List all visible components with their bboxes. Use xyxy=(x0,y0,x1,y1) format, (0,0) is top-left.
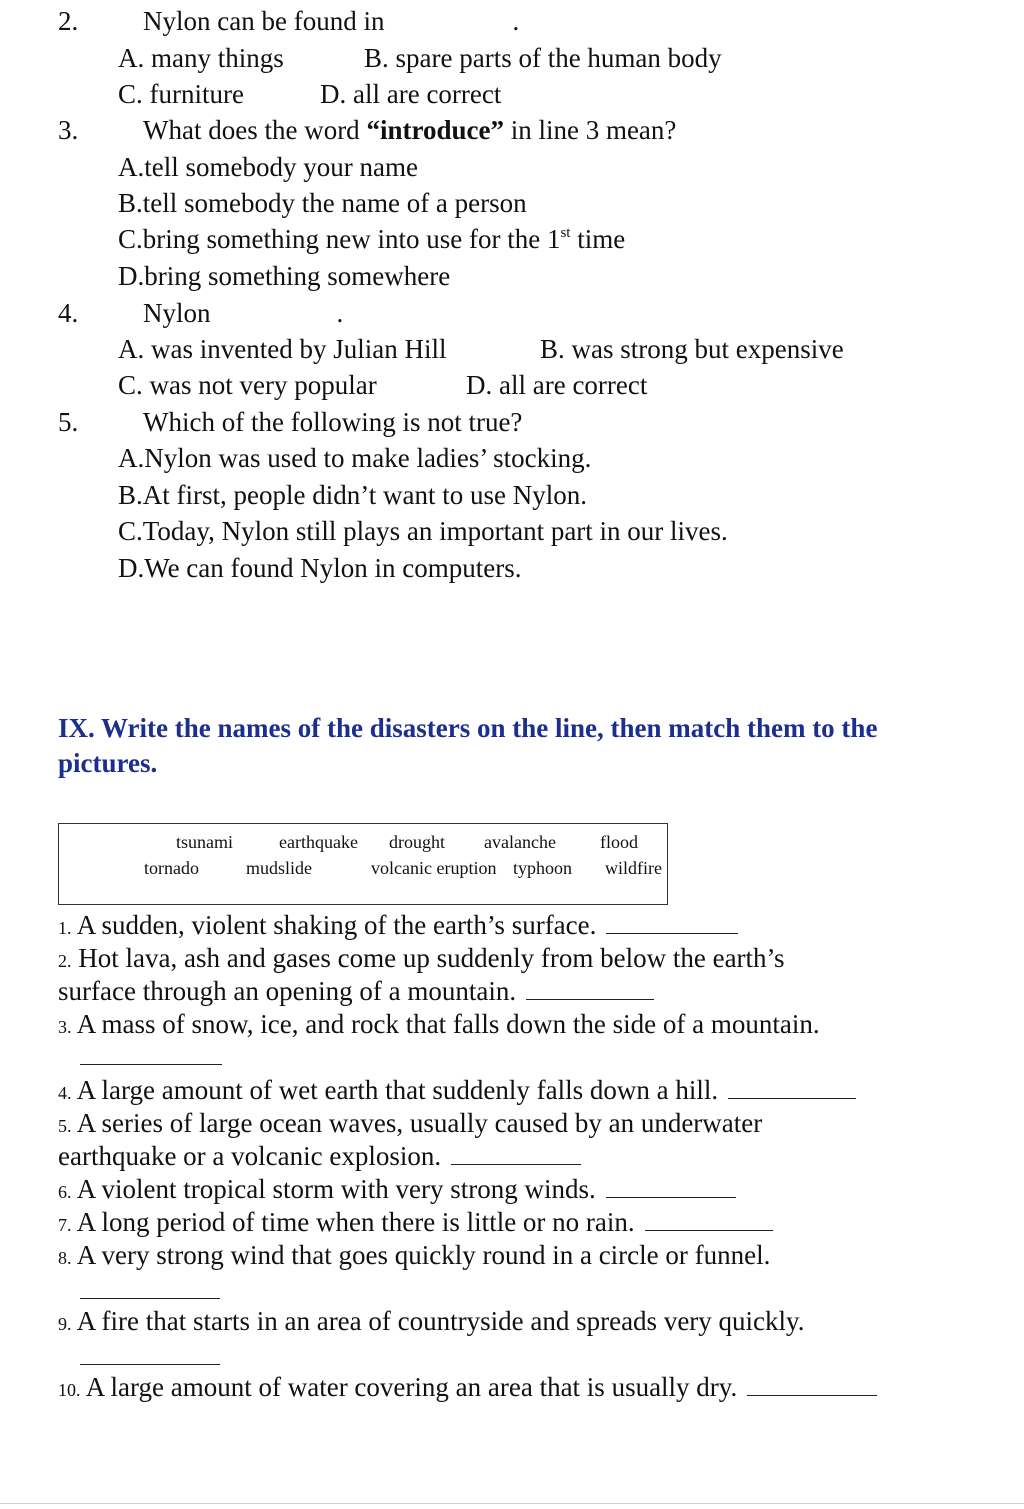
question-number: 2. xyxy=(58,6,79,36)
word-box-item: mudslide xyxy=(246,858,312,878)
option[interactable]: D. all are correct xyxy=(466,370,648,400)
answer-blank[interactable] xyxy=(80,1040,222,1065)
question-stem: Nylon . xyxy=(143,298,344,328)
section-heading-line: IX. Write the names of the disasters on the line, then match them to the xyxy=(58,713,878,743)
word-box-item: flood xyxy=(600,832,638,852)
word-box-item: tsunami xyxy=(176,832,233,852)
option[interactable]: B.tell somebody the name of a person xyxy=(118,188,527,218)
exercise-item: 10. A large amount of water covering an area that is usually dry. xyxy=(58,1371,877,1407)
exercise-item: 7. A long period of time when there is little or no rain. xyxy=(58,1206,773,1242)
question-number: 5. xyxy=(58,407,79,437)
exercise-item: 8. A very strong wind that goes quickly round in a circle or funnel. xyxy=(58,1240,771,1270)
answer-blank[interactable] xyxy=(606,909,738,934)
exercise-item: 3. A mass of snow, ice, and rock that falls down the side of a mountain. xyxy=(58,1009,820,1039)
option[interactable]: C. furniture xyxy=(118,79,244,109)
answer-blank[interactable] xyxy=(526,975,654,1000)
option[interactable]: D.bring something somewhere xyxy=(118,261,451,291)
option[interactable]: A. was invented by Julian Hill xyxy=(118,334,447,364)
option[interactable]: B. was strong but expensive xyxy=(540,334,844,364)
answer-blank[interactable] xyxy=(606,1173,736,1198)
word-box-item: earthquake xyxy=(279,832,358,852)
word-box-item: tornado xyxy=(144,858,199,878)
exercise-item-continuation: earthquake or a volcanic explosion. xyxy=(58,1140,581,1173)
question-number: 3. xyxy=(58,115,79,145)
answer-blank[interactable] xyxy=(747,1371,877,1396)
section-heading-line: pictures. xyxy=(58,748,158,778)
exercise-item: 5. A series of large ocean waves, usually caused by an underwater xyxy=(58,1108,763,1138)
exercise-item: 9. A fire that starts in an area of countryside and spreads very quickly. xyxy=(58,1306,805,1336)
option[interactable]: A.Nylon was used to make ladies’ stocking. xyxy=(118,443,592,473)
answer-blank[interactable] xyxy=(451,1140,581,1165)
option[interactable]: A. many things xyxy=(118,43,284,73)
exercise-item: 2. Hot lava, ash and gases come up suddenly from below the earth’s xyxy=(58,943,785,973)
question-stem: Which of the following is not true? xyxy=(143,407,523,437)
word-box-item: avalanche xyxy=(484,832,556,852)
word-box-item: wildfire xyxy=(605,858,662,878)
word-box xyxy=(58,823,668,905)
section-heading xyxy=(58,711,988,781)
word-box-item: typhoon xyxy=(513,858,573,878)
answer-blank[interactable] xyxy=(728,1074,856,1099)
option[interactable]: A.tell somebody your name xyxy=(118,152,418,182)
answer-blank[interactable] xyxy=(80,1274,220,1299)
exercise-item: 6. A violent tropical storm with very strong winds. xyxy=(58,1173,736,1209)
word-box-item: drought xyxy=(389,832,445,852)
question-stem: Nylon can be found in . xyxy=(143,6,520,36)
exercise-item: 4. A large amount of wet earth that suddenly falls down a hill. xyxy=(58,1074,856,1110)
page-bottom-edge xyxy=(0,1503,1024,1504)
exercise-item: 1. A sudden, violent shaking of the earth’s surface. xyxy=(58,909,738,945)
exercise-item-continuation: surface through an opening of a mountain. xyxy=(58,975,654,1008)
answer-blank[interactable] xyxy=(80,1340,220,1365)
option[interactable]: C.Today, Nylon still plays an important part in our lives. xyxy=(118,516,728,546)
answer-blank[interactable] xyxy=(645,1206,773,1231)
option[interactable]: C.bring something new into use for the 1st time xyxy=(118,224,626,254)
word-box-item: volcanic eruption xyxy=(371,858,497,878)
option[interactable]: C. was not very popular xyxy=(118,370,377,400)
option[interactable]: B. spare parts of the human body xyxy=(364,43,722,73)
option[interactable]: B.At first, people didn’t want to use Nylon. xyxy=(118,480,587,510)
option[interactable]: D. all are correct xyxy=(320,79,502,109)
question-stem: What does the word “introduce” in line 3 mean? xyxy=(143,115,677,145)
option[interactable]: D.We can found Nylon in computers. xyxy=(118,553,522,583)
question-number: 4. xyxy=(58,298,79,328)
